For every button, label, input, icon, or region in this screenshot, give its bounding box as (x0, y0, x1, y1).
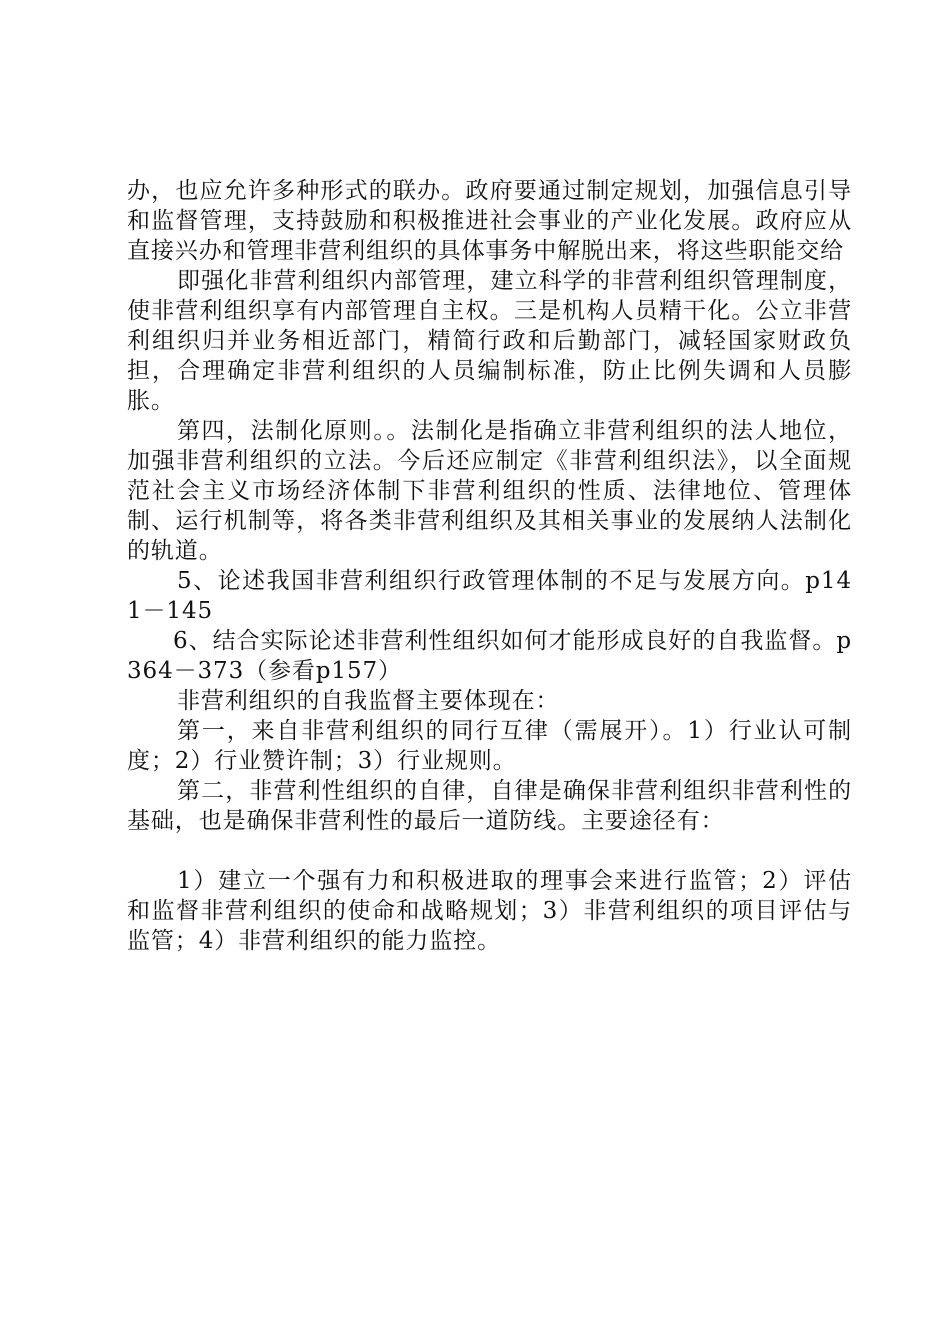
paragraph-6: 非营利组织的自我监督主要体现在： (177, 688, 560, 714)
paragraph-2: 即强化非营利组织内部管理，建立科学的非营利组织管理制度，使非营利组织享有内部管理自主权。三是机构人员精干化。公立非营利组织归并业务相近部门，精简行政和后勤部门，减轻国家财政负担，合理确定非营利组织的人员编制标准，防止比例失调和人员膨胀。 (127, 268, 852, 414)
paragraph-1: 办，也应允许多种形式的联办。政府要通过制定规划，加强信息引导和监督管理，支持鼓励和积极推进社会事业的产业化发展。政府应从直接兴办和管理非营利组织的具体事务中解脱出来，将这些职能交给 (127, 178, 852, 264)
paragraph-9: 1）建立一个强有力和积极进取的理事会来进行监管；2）评估和监督非营利组织的使命和战略规划；3）非营利组织的项目评估与监管；4）非营利组织的能力监控。 (127, 868, 852, 954)
document-body (127, 176, 852, 956)
paragraph-8: 第二，非营利性组织的自律，自律是确保非营利组织非营利性的基础，也是确保非营利性的最后一道防线。主要途径有： (127, 778, 852, 834)
paragraph-3: 第四，法制化原则。。法制化是指确立非营利组织的法人地位，加强非营利组织的立法。今后还应制定《非营利组织法》，以全面规范社会主义市场经济体制下非营利组织的性质、法律地位、管理体制、运行机制等，将各类非营利组织及其相关事业的发展纳人法制化的轨道。 (127, 418, 852, 564)
paragraph-4: 5、论述我国非营利组织行政管理体制的不足与发展方向。p141－145 (127, 568, 852, 624)
paragraph-7: 第一，来自非营利组织的同行互律（需展开）。1）行业认可制度；2）行业赞许制；3）行业规则。 (127, 718, 852, 774)
paragraph-spacer (127, 836, 852, 866)
paragraph-5: 6、结合实际论述非营利性组织如何才能形成良好的自我监督。p364－373（参看p157） (127, 628, 852, 684)
